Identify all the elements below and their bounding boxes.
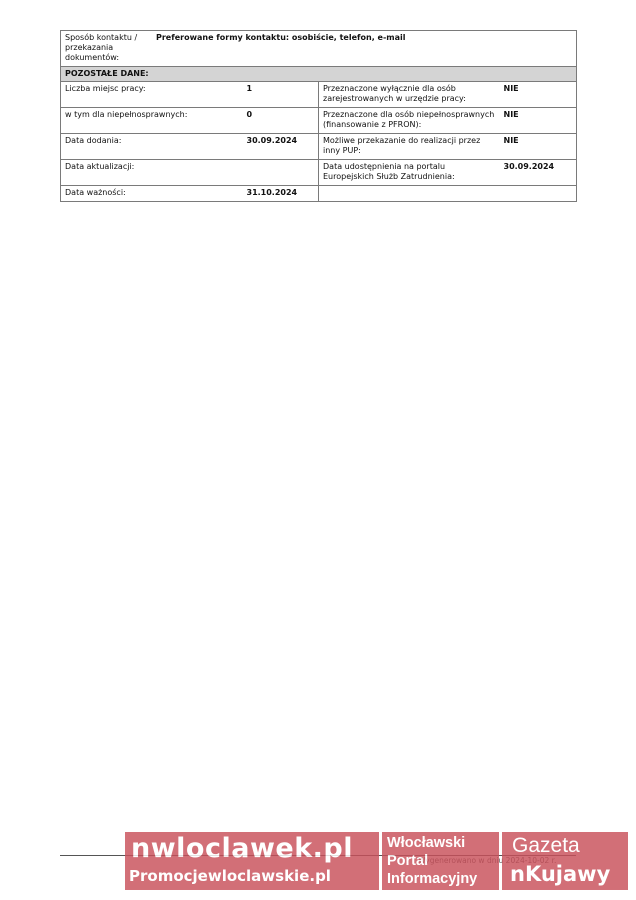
watermark-left-block [125,832,379,890]
left-value: 1 [243,82,319,108]
left-value: 0 [243,108,319,134]
contact-row [61,31,577,67]
table-row [61,108,577,134]
table-row [61,134,577,160]
contact-value: Preferowane formy kontaktu: osobiście, telefon, e-mail [156,33,406,42]
right-label: Możliwe przekazanie do realizacji przez inny PUP: [319,134,500,160]
watermark-right-block [502,832,628,890]
left-value: 30.09.2024 [243,134,319,160]
watermark-portal-line2: Portal [387,853,429,869]
watermark-big-text: nwloclawek.pl [131,833,353,864]
watermark-banner [125,832,628,890]
left-label: Data aktualizacji: [61,160,243,186]
watermark-middle-block [382,832,499,890]
right-value: NIE [500,108,577,134]
section-title: POZOSTAŁE DANE: [61,67,577,82]
watermark-portal-line1: Włocławski [387,835,466,851]
right-value: 30.09.2024 [500,160,577,186]
watermark-small-text: Promocjewloclawskie.pl [129,867,331,885]
job-offer-details-table [60,30,577,202]
section-header-row [61,67,577,82]
right-value: NIE [500,134,577,160]
right-label: Przeznaczone wyłącznie dla osób zarejestrowanych w urzędzie pracy: [319,82,500,108]
watermark-portal-line3: Informacyjny [387,871,478,887]
left-value: 31.10.2024 [243,186,319,202]
left-label: Data dodania: [61,134,243,160]
watermark-portal-text [387,834,477,888]
left-label: Data ważności: [61,186,243,202]
left-label: Liczba miejsc pracy: [61,82,243,108]
contact-cell [61,31,577,67]
table-row [61,82,577,108]
table-row [61,160,577,186]
right-value [500,186,577,202]
right-label [319,186,500,202]
watermark-gazeta-text: Gazeta [512,834,580,857]
table-row [61,186,577,202]
right-label: Przeznaczone dla osób niepełnosprawnych (finansowanie z PFRON): [319,108,500,134]
contact-label: Sposób kontaktu / przekazania dokumentów: [65,33,138,62]
left-value [243,160,319,186]
right-label: Data udostępnienia na portalu Europejskich Służb Zatrudnienia: [319,160,500,186]
left-label: w tym dla niepełnosprawnych: [61,108,243,134]
watermark-nkujawy-text: nKujawy [510,862,611,886]
right-value: NIE [500,82,577,108]
